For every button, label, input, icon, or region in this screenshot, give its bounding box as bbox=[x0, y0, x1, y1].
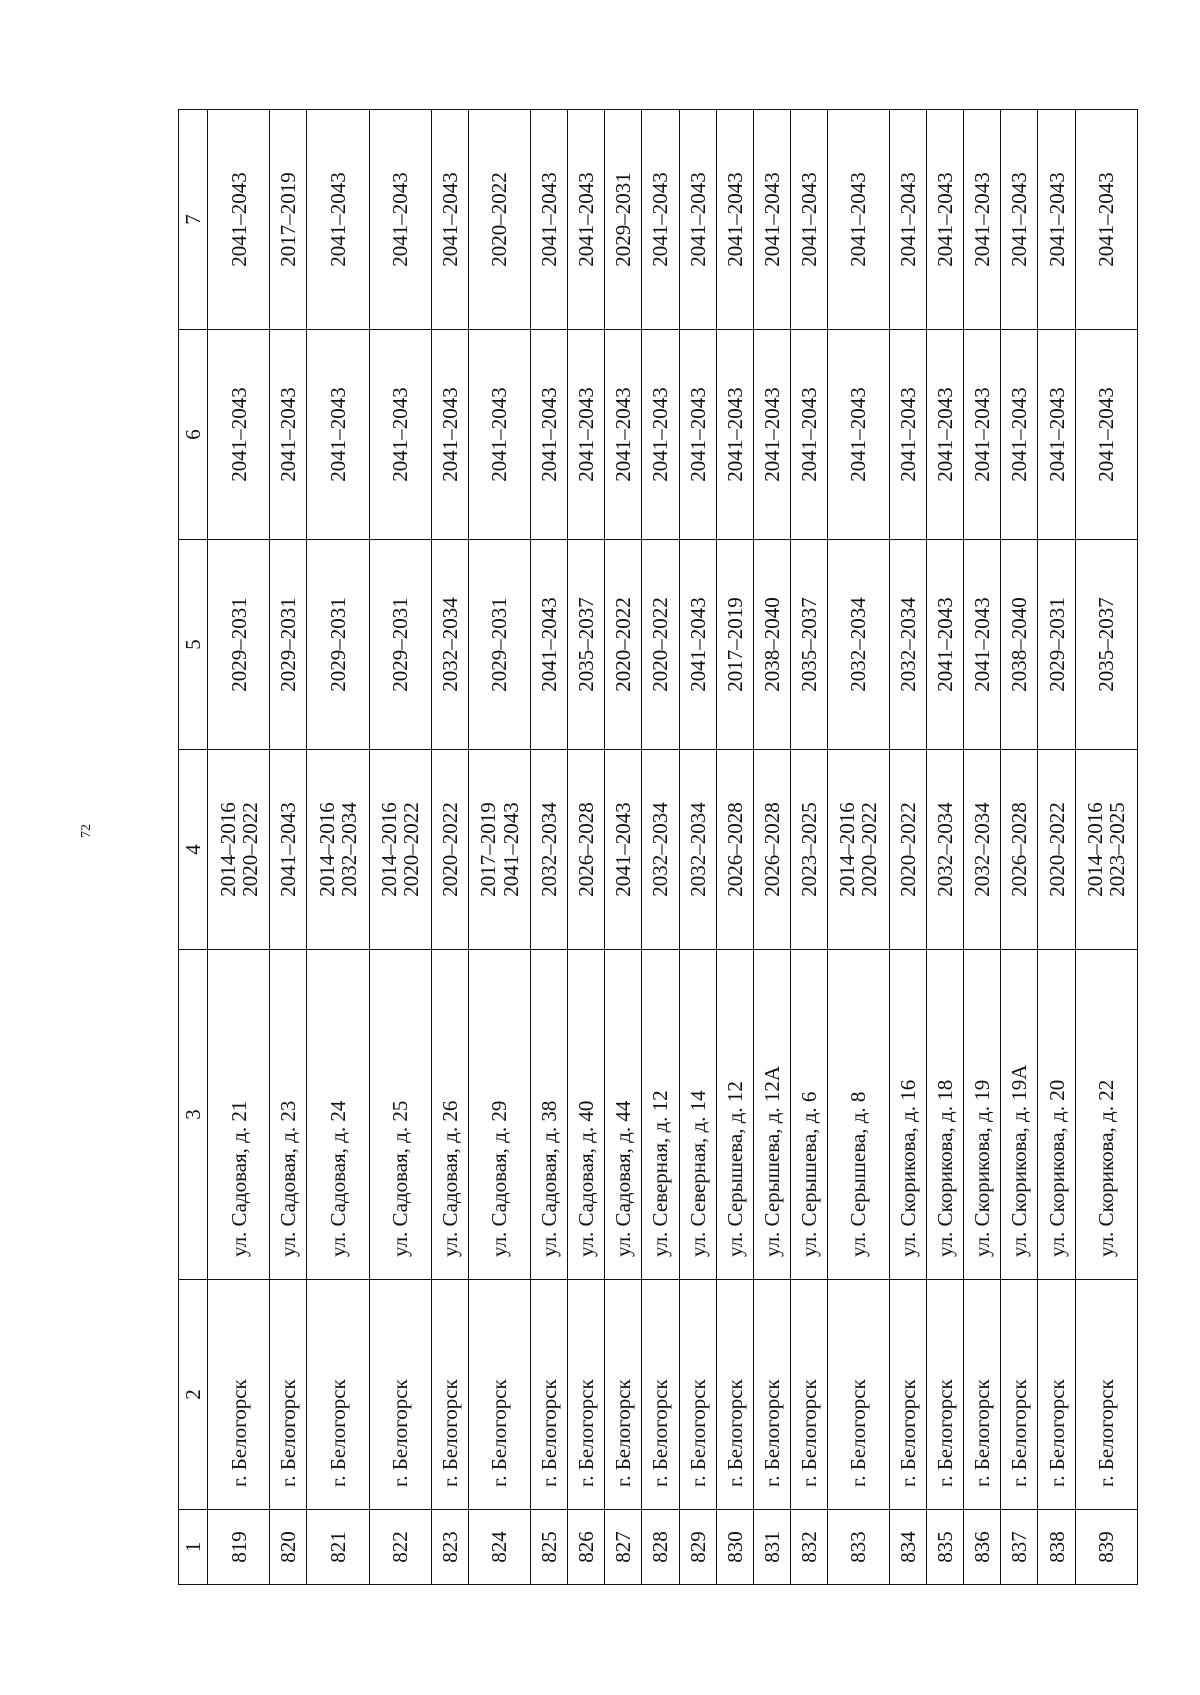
period-col7-cell: 2029–2031 bbox=[605, 110, 642, 330]
period-col4-cell bbox=[307, 750, 369, 950]
row-number-cell: 833 bbox=[827, 1510, 889, 1585]
period-col5-cell: 2041–2043 bbox=[679, 540, 716, 750]
period-line: 2032–2034 bbox=[933, 802, 958, 897]
table-row bbox=[753, 110, 790, 1585]
period-col5-cell: 2029–2031 bbox=[208, 540, 270, 750]
period-col4-cell bbox=[790, 750, 827, 950]
column-header-6: 6 bbox=[179, 330, 208, 540]
city-cell: г. Белогорск bbox=[369, 1280, 431, 1510]
period-col5-cell: 2035–2037 bbox=[1075, 540, 1137, 750]
address-cell: ул. Северная, д. 14 bbox=[679, 950, 716, 1280]
address-cell: ул. Скорикова, д. 18 bbox=[927, 950, 964, 1280]
city-cell: г. Белогорск bbox=[531, 1280, 568, 1510]
period-col4-cell bbox=[753, 750, 790, 950]
table-row bbox=[890, 110, 927, 1585]
row-number-cell: 834 bbox=[890, 1510, 927, 1585]
row-number-cell: 830 bbox=[716, 1510, 753, 1585]
period-col5-cell: 2017–2019 bbox=[716, 540, 753, 750]
table-row bbox=[642, 110, 679, 1585]
table-row bbox=[827, 110, 889, 1585]
city-cell: г. Белогорск bbox=[208, 1280, 270, 1510]
period-col5-cell: 2038–2040 bbox=[1001, 540, 1038, 750]
period-col6-cell: 2041–2043 bbox=[790, 330, 827, 540]
period-col6-cell: 2041–2043 bbox=[890, 330, 927, 540]
period-line: 2017–2019 bbox=[476, 802, 501, 897]
schedule-table bbox=[178, 109, 1138, 1585]
period-line: 2041–2043 bbox=[276, 802, 301, 897]
period-col5-cell: 2032–2034 bbox=[890, 540, 927, 750]
row-number-cell: 839 bbox=[1075, 1510, 1137, 1585]
column-header-3: 3 bbox=[179, 950, 208, 1280]
period-line: 2023–2025 bbox=[1105, 802, 1130, 897]
period-col6-cell: 2041–2043 bbox=[468, 330, 530, 540]
city-cell: г. Белогорск bbox=[642, 1280, 679, 1510]
period-col4-cell bbox=[827, 750, 889, 950]
city-cell: г. Белогорск bbox=[468, 1280, 530, 1510]
row-number-cell: 825 bbox=[531, 1510, 568, 1585]
period-col4-cell bbox=[964, 750, 1001, 950]
period-col5-cell: 2029–2031 bbox=[468, 540, 530, 750]
city-cell: г. Белогорск bbox=[753, 1280, 790, 1510]
row-number-cell: 824 bbox=[468, 1510, 530, 1585]
period-col6-cell: 2041–2043 bbox=[307, 330, 369, 540]
period-col4-cell bbox=[431, 750, 468, 950]
period-col6-cell: 2041–2043 bbox=[1001, 330, 1038, 540]
period-col4-cell bbox=[679, 750, 716, 950]
period-line: 2014–2016 bbox=[1083, 802, 1108, 897]
period-line: 2032–2034 bbox=[336, 802, 361, 897]
address-cell: ул. Серышева, д. 6 bbox=[790, 950, 827, 1280]
address-cell: ул. Серышева, д. 12А bbox=[753, 950, 790, 1280]
column-header-7: 7 bbox=[179, 110, 208, 330]
period-col7-cell: 2017–2019 bbox=[270, 110, 307, 330]
period-col5-cell: 2038–2040 bbox=[753, 540, 790, 750]
city-cell: г. Белогорск bbox=[927, 1280, 964, 1510]
address-cell: ул. Садовая, д. 26 bbox=[431, 950, 468, 1280]
city-cell: г. Белогорск bbox=[431, 1280, 468, 1510]
table-row bbox=[270, 110, 307, 1585]
row-number-cell: 819 bbox=[208, 1510, 270, 1585]
address-cell: ул. Скорикова, д. 19 bbox=[964, 950, 1001, 1280]
city-cell: г. Белогорск bbox=[716, 1280, 753, 1510]
period-col6-cell: 2041–2043 bbox=[531, 330, 568, 540]
city-cell: г. Белогорск bbox=[568, 1280, 605, 1510]
table-row bbox=[568, 110, 605, 1585]
city-cell: г. Белогорск bbox=[964, 1280, 1001, 1510]
period-col4-cell bbox=[642, 750, 679, 950]
period-col7-cell: 2041–2043 bbox=[890, 110, 927, 330]
period-col5-cell: 2029–2031 bbox=[270, 540, 307, 750]
address-cell: ул. Скорикова, д. 22 bbox=[1075, 950, 1137, 1280]
period-col5-cell: 2041–2043 bbox=[531, 540, 568, 750]
period-col4-cell bbox=[605, 750, 642, 950]
period-line: 2026–2028 bbox=[574, 802, 599, 897]
address-cell: ул. Садовая, д. 25 bbox=[369, 950, 431, 1280]
address-cell: ул. Садовая, д. 23 bbox=[270, 950, 307, 1280]
period-col6-cell: 2041–2043 bbox=[1075, 330, 1137, 540]
period-col4-cell bbox=[369, 750, 431, 950]
row-number-cell: 836 bbox=[964, 1510, 1001, 1585]
period-col7-cell: 2041–2043 bbox=[431, 110, 468, 330]
period-col7-cell: 2041–2043 bbox=[1001, 110, 1038, 330]
period-col7-cell: 2041–2043 bbox=[716, 110, 753, 330]
column-header-4: 4 bbox=[179, 750, 208, 950]
period-line: 2020–2022 bbox=[399, 802, 424, 897]
city-cell: г. Белогорск bbox=[1038, 1280, 1075, 1510]
row-number-cell: 822 bbox=[369, 1510, 431, 1585]
table-row bbox=[679, 110, 716, 1585]
row-number-cell: 828 bbox=[642, 1510, 679, 1585]
period-col7-cell: 2041–2043 bbox=[369, 110, 431, 330]
period-col7-cell: 2041–2043 bbox=[307, 110, 369, 330]
address-cell: ул. Серышева, д. 12 bbox=[716, 950, 753, 1280]
period-line: 2020–2022 bbox=[437, 802, 462, 897]
period-col5-cell: 2032–2034 bbox=[827, 540, 889, 750]
column-header-5: 5 bbox=[179, 540, 208, 750]
row-number-cell: 831 bbox=[753, 1510, 790, 1585]
city-cell: г. Белогорск bbox=[307, 1280, 369, 1510]
address-cell: ул. Скорикова, д. 16 bbox=[890, 950, 927, 1280]
period-line: 2041–2043 bbox=[498, 802, 523, 897]
city-cell: г. Белогорск bbox=[679, 1280, 716, 1510]
header-row bbox=[179, 110, 208, 1585]
period-col6-cell: 2041–2043 bbox=[431, 330, 468, 540]
period-line: 2020–2022 bbox=[237, 802, 262, 897]
period-col4-cell bbox=[1001, 750, 1038, 950]
table-row bbox=[716, 110, 753, 1585]
period-col5-cell: 2029–2031 bbox=[307, 540, 369, 750]
period-line: 2020–2022 bbox=[857, 802, 882, 897]
period-col6-cell: 2041–2043 bbox=[716, 330, 753, 540]
schedule-table-container bbox=[178, 110, 1138, 1585]
table-row bbox=[369, 110, 431, 1585]
table-row bbox=[1038, 110, 1075, 1585]
period-line: 2014–2016 bbox=[835, 802, 860, 897]
table-row bbox=[927, 110, 964, 1585]
table-row bbox=[790, 110, 827, 1585]
table-row bbox=[307, 110, 369, 1585]
city-cell: г. Белогорск bbox=[790, 1280, 827, 1510]
period-col7-cell: 2041–2043 bbox=[1075, 110, 1137, 330]
address-cell: ул. Скорикова, д. 19А bbox=[1001, 950, 1038, 1280]
period-col6-cell: 2041–2043 bbox=[827, 330, 889, 540]
period-line: 2041–2043 bbox=[611, 802, 636, 897]
period-col6-cell: 2041–2043 bbox=[753, 330, 790, 540]
table-row bbox=[431, 110, 468, 1585]
period-line: 2026–2028 bbox=[759, 802, 784, 897]
row-number-cell: 826 bbox=[568, 1510, 605, 1585]
period-line: 2032–2034 bbox=[685, 802, 710, 897]
period-line: 2026–2028 bbox=[1007, 802, 1032, 897]
period-col5-cell: 2035–2037 bbox=[568, 540, 605, 750]
period-col7-cell: 2041–2043 bbox=[1038, 110, 1075, 330]
address-cell: ул. Скорикова, д. 20 bbox=[1038, 950, 1075, 1280]
table-row bbox=[468, 110, 530, 1585]
period-col7-cell: 2041–2043 bbox=[827, 110, 889, 330]
period-col6-cell: 2041–2043 bbox=[369, 330, 431, 540]
row-number-cell: 827 bbox=[605, 1510, 642, 1585]
column-header-1: 1 bbox=[179, 1510, 208, 1585]
period-line: 2014–2016 bbox=[314, 802, 339, 897]
period-col7-cell: 2041–2043 bbox=[964, 110, 1001, 330]
period-col7-cell: 2041–2043 bbox=[642, 110, 679, 330]
period-line: 2032–2034 bbox=[537, 802, 562, 897]
table-row bbox=[605, 110, 642, 1585]
column-header-2: 2 bbox=[179, 1280, 208, 1510]
period-line: 2020–2022 bbox=[1044, 802, 1069, 897]
address-cell: ул. Северная, д. 12 bbox=[642, 950, 679, 1280]
address-cell: ул. Садовая, д. 38 bbox=[531, 950, 568, 1280]
period-col6-cell: 2041–2043 bbox=[208, 330, 270, 540]
period-col5-cell: 2041–2043 bbox=[927, 540, 964, 750]
period-col7-cell: 2041–2043 bbox=[927, 110, 964, 330]
period-col6-cell: 2041–2043 bbox=[642, 330, 679, 540]
page-number: 72 bbox=[79, 824, 94, 838]
period-col6-cell: 2041–2043 bbox=[964, 330, 1001, 540]
period-line: 2014–2016 bbox=[377, 802, 402, 897]
period-col4-cell bbox=[270, 750, 307, 950]
period-col4-cell bbox=[568, 750, 605, 950]
period-col5-cell: 2032–2034 bbox=[431, 540, 468, 750]
period-col6-cell: 2041–2043 bbox=[270, 330, 307, 540]
period-col7-cell: 2041–2043 bbox=[531, 110, 568, 330]
period-col6-cell: 2041–2043 bbox=[605, 330, 642, 540]
table-row bbox=[964, 110, 1001, 1585]
period-col4-cell bbox=[531, 750, 568, 950]
period-line: 2023–2025 bbox=[796, 802, 821, 897]
period-line: 2014–2016 bbox=[215, 802, 240, 897]
row-number-cell: 835 bbox=[927, 1510, 964, 1585]
city-cell: г. Белогорск bbox=[605, 1280, 642, 1510]
period-col5-cell: 2020–2022 bbox=[605, 540, 642, 750]
period-line: 2026–2028 bbox=[722, 802, 747, 897]
period-col5-cell: 2029–2031 bbox=[1038, 540, 1075, 750]
city-cell: г. Белогорск bbox=[1001, 1280, 1038, 1510]
period-line: 2032–2034 bbox=[648, 802, 673, 897]
period-line: 2032–2034 bbox=[970, 802, 995, 897]
period-col6-cell: 2041–2043 bbox=[568, 330, 605, 540]
address-cell: ул. Серышева, д. 8 bbox=[827, 950, 889, 1280]
period-col4-cell bbox=[927, 750, 964, 950]
period-line: 2020–2022 bbox=[896, 802, 921, 897]
period-col6-cell: 2041–2043 bbox=[1038, 330, 1075, 540]
city-cell: г. Белогорск bbox=[890, 1280, 927, 1510]
city-cell: г. Белогорск bbox=[827, 1280, 889, 1510]
period-col5-cell: 2020–2022 bbox=[642, 540, 679, 750]
table-row bbox=[208, 110, 270, 1585]
period-col7-cell: 2041–2043 bbox=[568, 110, 605, 330]
row-number-cell: 832 bbox=[790, 1510, 827, 1585]
row-number-cell: 837 bbox=[1001, 1510, 1038, 1585]
period-col5-cell: 2029–2031 bbox=[369, 540, 431, 750]
table-row bbox=[531, 110, 568, 1585]
row-number-cell: 821 bbox=[307, 1510, 369, 1585]
row-number-cell: 820 bbox=[270, 1510, 307, 1585]
city-cell: г. Белогорск bbox=[1075, 1280, 1137, 1510]
address-cell: ул. Садовая, д. 21 bbox=[208, 950, 270, 1280]
period-col5-cell: 2035–2037 bbox=[790, 540, 827, 750]
period-col4-cell bbox=[1075, 750, 1137, 950]
period-col7-cell: 2041–2043 bbox=[790, 110, 827, 330]
address-cell: ул. Садовая, д. 24 bbox=[307, 950, 369, 1280]
period-col5-cell: 2041–2043 bbox=[964, 540, 1001, 750]
row-number-cell: 838 bbox=[1038, 1510, 1075, 1585]
period-col4-cell bbox=[1038, 750, 1075, 950]
table-row bbox=[1001, 110, 1038, 1585]
city-cell: г. Белогорск bbox=[270, 1280, 307, 1510]
period-col4-cell bbox=[468, 750, 530, 950]
period-col7-cell: 2020–2022 bbox=[468, 110, 530, 330]
period-col7-cell: 2041–2043 bbox=[679, 110, 716, 330]
period-col4-cell bbox=[716, 750, 753, 950]
row-number-cell: 829 bbox=[679, 1510, 716, 1585]
period-col6-cell: 2041–2043 bbox=[927, 330, 964, 540]
period-col4-cell bbox=[890, 750, 927, 950]
period-col7-cell: 2041–2043 bbox=[753, 110, 790, 330]
table-row bbox=[1075, 110, 1137, 1585]
address-cell: ул. Садовая, д. 44 bbox=[605, 950, 642, 1280]
table-body bbox=[208, 110, 1138, 1585]
row-number-cell: 823 bbox=[431, 1510, 468, 1585]
period-col4-cell bbox=[208, 750, 270, 950]
address-cell: ул. Садовая, д. 29 bbox=[468, 950, 530, 1280]
period-col6-cell: 2041–2043 bbox=[679, 330, 716, 540]
address-cell: ул. Садовая, д. 40 bbox=[568, 950, 605, 1280]
period-col7-cell: 2041–2043 bbox=[208, 110, 270, 330]
